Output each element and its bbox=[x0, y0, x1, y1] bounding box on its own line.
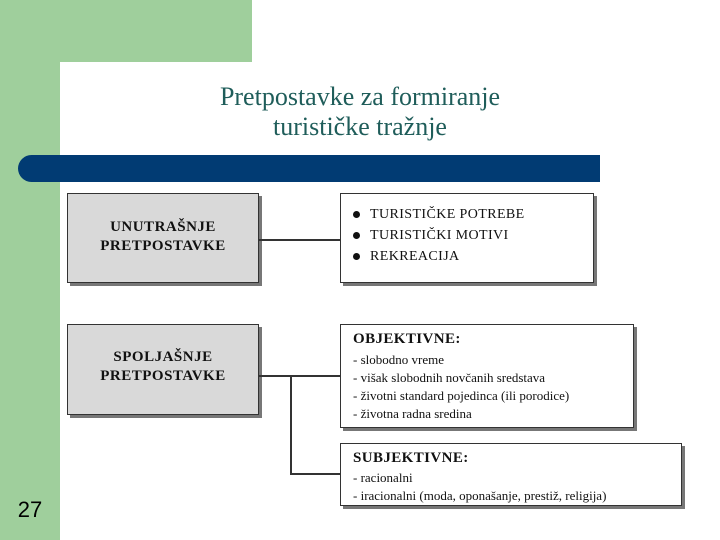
bullet-icon bbox=[353, 253, 360, 260]
subjective-heading: SUBJEKTIVNE: bbox=[353, 450, 469, 466]
accent-side-strip bbox=[0, 0, 60, 540]
subjective-list bbox=[353, 469, 606, 505]
page-number: 27 bbox=[17, 497, 43, 522]
external-prerequisites-box bbox=[67, 324, 259, 415]
item-text: TURISTIČKE POTREBE bbox=[370, 207, 525, 222]
internal-label-line-2: PRETPOSTAVKE bbox=[100, 238, 226, 254]
list-item: - iracionalni (moda, oponašanje, prestiž, religija) bbox=[353, 488, 607, 503]
external-label-line-2: PRETPOSTAVKE bbox=[100, 368, 226, 384]
internal-prerequisites-box bbox=[67, 193, 259, 283]
list-item bbox=[353, 225, 525, 246]
subjective-box bbox=[340, 443, 682, 506]
connector-vertical bbox=[290, 375, 292, 474]
objective-list bbox=[353, 351, 569, 423]
internal-items-list bbox=[353, 204, 525, 267]
item-text: TURISTIČKI MOTIVI bbox=[370, 228, 509, 243]
list-item bbox=[353, 246, 525, 267]
list-item bbox=[353, 204, 525, 225]
connector-internal bbox=[259, 239, 340, 241]
title-divider-bar bbox=[18, 155, 600, 182]
connector-objective bbox=[259, 375, 340, 377]
slide-title bbox=[150, 82, 570, 142]
bullet-icon bbox=[353, 232, 360, 239]
list-item: - životna radna sredina bbox=[353, 406, 472, 421]
internal-items-box bbox=[340, 193, 594, 283]
list-item: - racionalni bbox=[353, 470, 413, 485]
list-item: - višak slobodnih novčanih sredstava bbox=[353, 370, 546, 385]
item-text: REKREACIJA bbox=[370, 249, 460, 264]
connector-subjective bbox=[290, 473, 340, 475]
objective-box bbox=[340, 324, 634, 428]
external-label-line-1: SPOLJAŠNJE bbox=[113, 349, 213, 365]
title-line-1: Pretpostavke za formiranje bbox=[219, 82, 501, 111]
bullet-icon bbox=[353, 211, 360, 218]
list-item: - životni standard pojedinca (ili porodice) bbox=[353, 388, 570, 403]
objective-heading: OBJEKTIVNE: bbox=[353, 331, 461, 347]
internal-label-line-1: UNUTRAŠNJE bbox=[110, 219, 216, 235]
list-item: - slobodno vreme bbox=[353, 352, 444, 367]
title-line-2: turističke tražnje bbox=[273, 112, 447, 141]
